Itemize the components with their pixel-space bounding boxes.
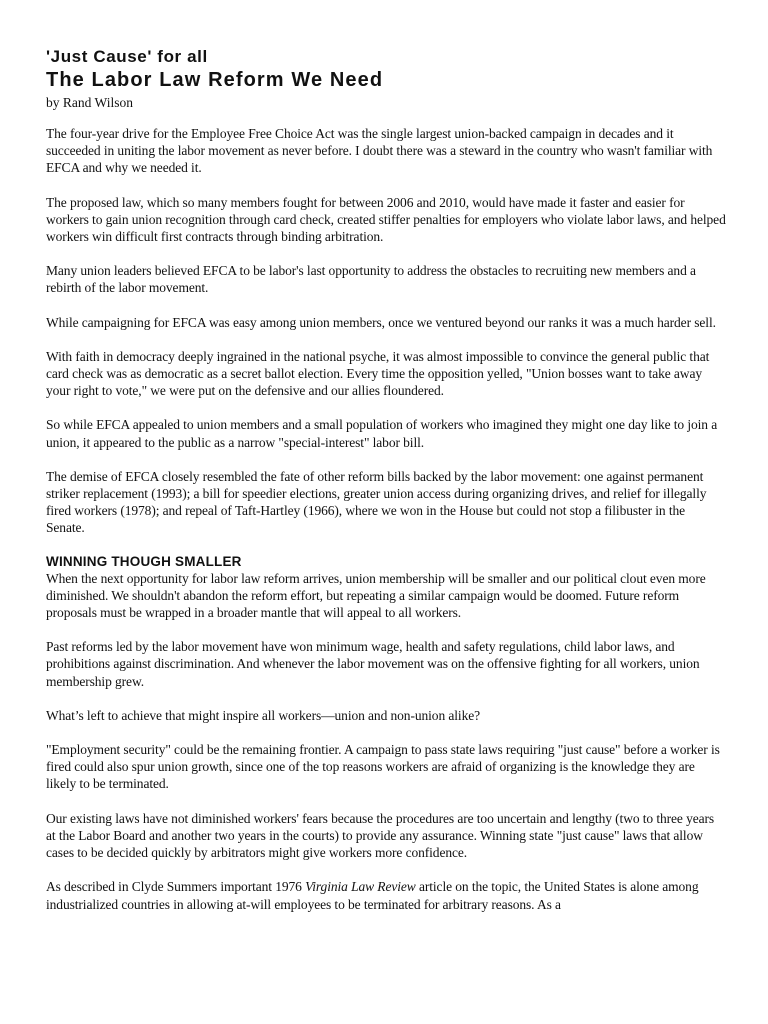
paragraph-last xyxy=(46,878,726,912)
article-headline: The Labor Law Reform We Need xyxy=(46,69,384,91)
last-paragraph-before: As described in Clyde Summers important 1976 xyxy=(46,879,306,895)
article-kicker: 'Just Cause' for all xyxy=(46,47,208,66)
last-paragraph-after: article on the topic, the United States is alone among industrialized countries in allowing at-will employees to be terminated for arbitrary reasons. As a xyxy=(46,879,699,912)
paragraph: So while EFCA appealed to union members and a small population of workers who imagined they might one day like to join a union, it appeared to the public as a narrow "special-interest" labor bill. xyxy=(46,417,718,450)
paragraph: The demise of EFCA closely resembled the fate of other reform bills backed by the labor movement: one against permanent striker replacement (1993); a bill for speedier elections, greater union access during organizing drives, and relief for illegally fired workers (1978); and repeal of Taft-Hartley (1966), where we won in the House but could not stop a filibuster in the Senate. xyxy=(46,468,707,536)
article xyxy=(46,46,726,930)
article-byline: by Rand Wilson xyxy=(46,95,133,110)
journal-title: Virginia Law Review xyxy=(305,879,416,895)
paragraph: What’s left to achieve that might inspire all workers—union and non-union alike? xyxy=(46,707,481,723)
paragraph: Many union leaders believed EFCA to be labor's last opportunity to address the obstacles to recruiting new members and a rebirth of the labor movement. xyxy=(46,263,696,296)
paragraph: While campaigning for EFCA was easy among union members, once we ventured beyond our ranks it was a much harder sell. xyxy=(46,314,716,330)
paragraph: With faith in democracy deeply ingrained in the national psyche, it was almost impossible to convince the general public that card check was as democratic as a secret ballot election. Every time the opposition yelled, "Union bosses want to take away your right to vote," we were put on the defensive and our allies floundered. xyxy=(46,348,710,399)
section-subhead: WINNING THOUGH SMALLER xyxy=(46,553,242,569)
paragraph: Past reforms led by the labor movement have won minimum wage, health and safety regulations, child labor laws, and prohibitions against discrimination. And whenever the labor movement was on the offensive fighting for all workers, union membership grew. xyxy=(46,639,700,689)
paragraph: The proposed law, which so many members fought for between 2006 and 2010, would have made it faster and easier for workers to gain union recognition through card check, created stiffer penalties for employers who violate labor laws, and helped workers win difficult first contracts through binding arbitration. xyxy=(46,194,726,245)
paragraph: The four-year drive for the Employee Free Choice Act was the single largest union-backed campaign in decades and it succeeded in uniting the labor movement as never before. I doubt there was a steward in the country who wasn't familiar with EFCA and why we needed it. xyxy=(46,126,713,176)
paragraph: Our existing laws have not diminished workers' fears because the procedures are too uncertain and lengthy (two to three years at the Labor Board and another two years in the courts) to provide any assurance. Winning state "just cause" laws that allow cases to be decided quickly by arbitrators might give workers more confidence. xyxy=(46,810,715,861)
paragraph: When the next opportunity for labor law reform arrives, union membership will be smaller and our political clout even more diminished. We shouldn't abandon the reform effort, but repeating a similar campaign would be doomed. Future reform proposals must be wrapped in a broader mantle that will appeal to all workers. xyxy=(46,570,706,621)
paragraph: "Employment security" could be the remaining frontier. A campaign to pass state laws requiring "just cause" before a worker is fired could also spur union growth, since one of the top reasons workers are afraid of organizing is the knowledge they are likely to be terminated. xyxy=(46,742,720,792)
